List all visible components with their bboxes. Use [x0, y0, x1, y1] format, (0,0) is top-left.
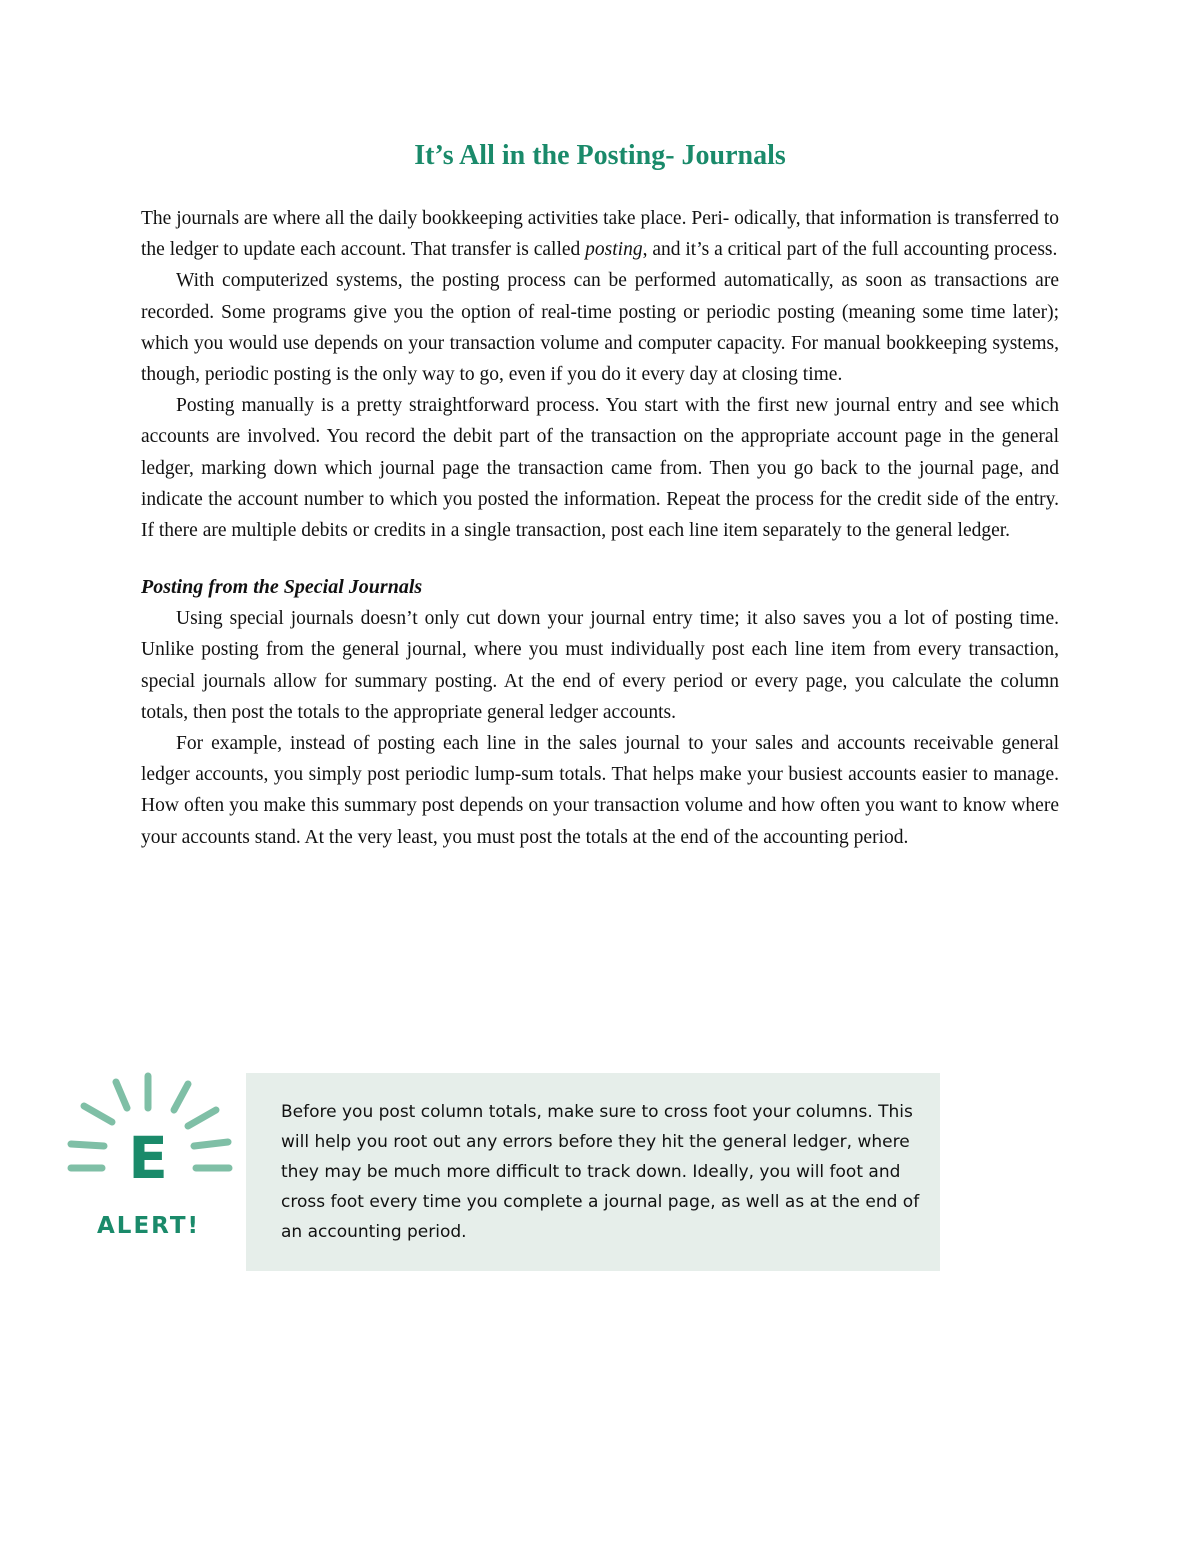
paragraph-2: With computerized systems, the posting process can be performed automatically, as soon as transactions are recorded. Some programs give you the option of real-time posting or periodic posting (meaning some time later); which you would use depends on your transaction volume and computer capacity. For manual bookkeeping systems, though, periodic posting is the only way to go, even if you do it every day at closing time.	[141, 270, 1059, 386]
ray-left	[71, 1144, 104, 1146]
ray-upper-right	[174, 1084, 188, 1110]
alert-letter: E	[128, 1124, 168, 1192]
section-paragraph-1: Using special journals doesn’t only cut down your journal entry time; it also saves you a lot of posting time. Unlike posting from the general journal, where you must individually post each line item from every transaction, special journals allow for summary posting. At the end of every period or every page, you calculate the column totals, then post the totals to the appropriate general ledger accounts.	[141, 608, 1059, 723]
section-paragraph-2: For example, instead of posting each line in the sales journal to your sales and accounts receivable general ledger accounts, you simply post periodic lump-sum totals. That helps make your busiest accounts easier to manage. How often you make this summary post depends on your transaction volume and how often you want to know where your accounts stand. At the very least, you must post the totals at the end of the accounting period.	[141, 733, 1059, 848]
paragraph-1	[141, 203, 1059, 265]
main-text	[141, 203, 1059, 853]
alert-label: ALERT!	[96, 1213, 201, 1239]
alert-text: Before you post column totals, make sure to cross foot your columns. This will help you root out any errors before they hit the general ledger, where they may be much more difficult to track down. Ideally, you will foot and cross foot every time you complete a journal page, as well as at the end of an accounting period.	[281, 1102, 920, 1242]
paragraph-3: Posting manually is a pretty straightforward process. You start with the first new journal entry and see which accounts are involved. You record the debit part of the transaction on the appropriate account page in the general ledger, marking down which journal page the transaction came from. Then you go back to the journal page, and indicate the account number to which you posted the information. Repeat the process for the credit side of the entry. If there are multiple debits or credits in a single transaction, post each line item separately to the general ledger.	[141, 395, 1059, 542]
ray-mid-right	[188, 1110, 216, 1126]
paragraph-1-text-a: The journals are where all the daily bookkeeping activities take place. Peri- odically, that information is transferred to the ledger to update each account. That transfer is called	[141, 208, 1059, 261]
posting-emphasis: posting	[585, 239, 643, 261]
alert-burst-svg	[66, 1068, 236, 1208]
page-title: It’s All in the Posting- Journals	[414, 140, 786, 171]
ray-mid-left	[84, 1106, 112, 1122]
ray-upper-left	[116, 1082, 127, 1108]
alert-box	[246, 1073, 940, 1271]
ray-right	[194, 1142, 228, 1146]
alert-burst-icon	[66, 1068, 236, 1208]
section-heading: Posting from the Special Journals	[141, 576, 423, 599]
paragraph-1-text-b: , and it’s a critical part of the full accounting process.	[642, 239, 1058, 261]
